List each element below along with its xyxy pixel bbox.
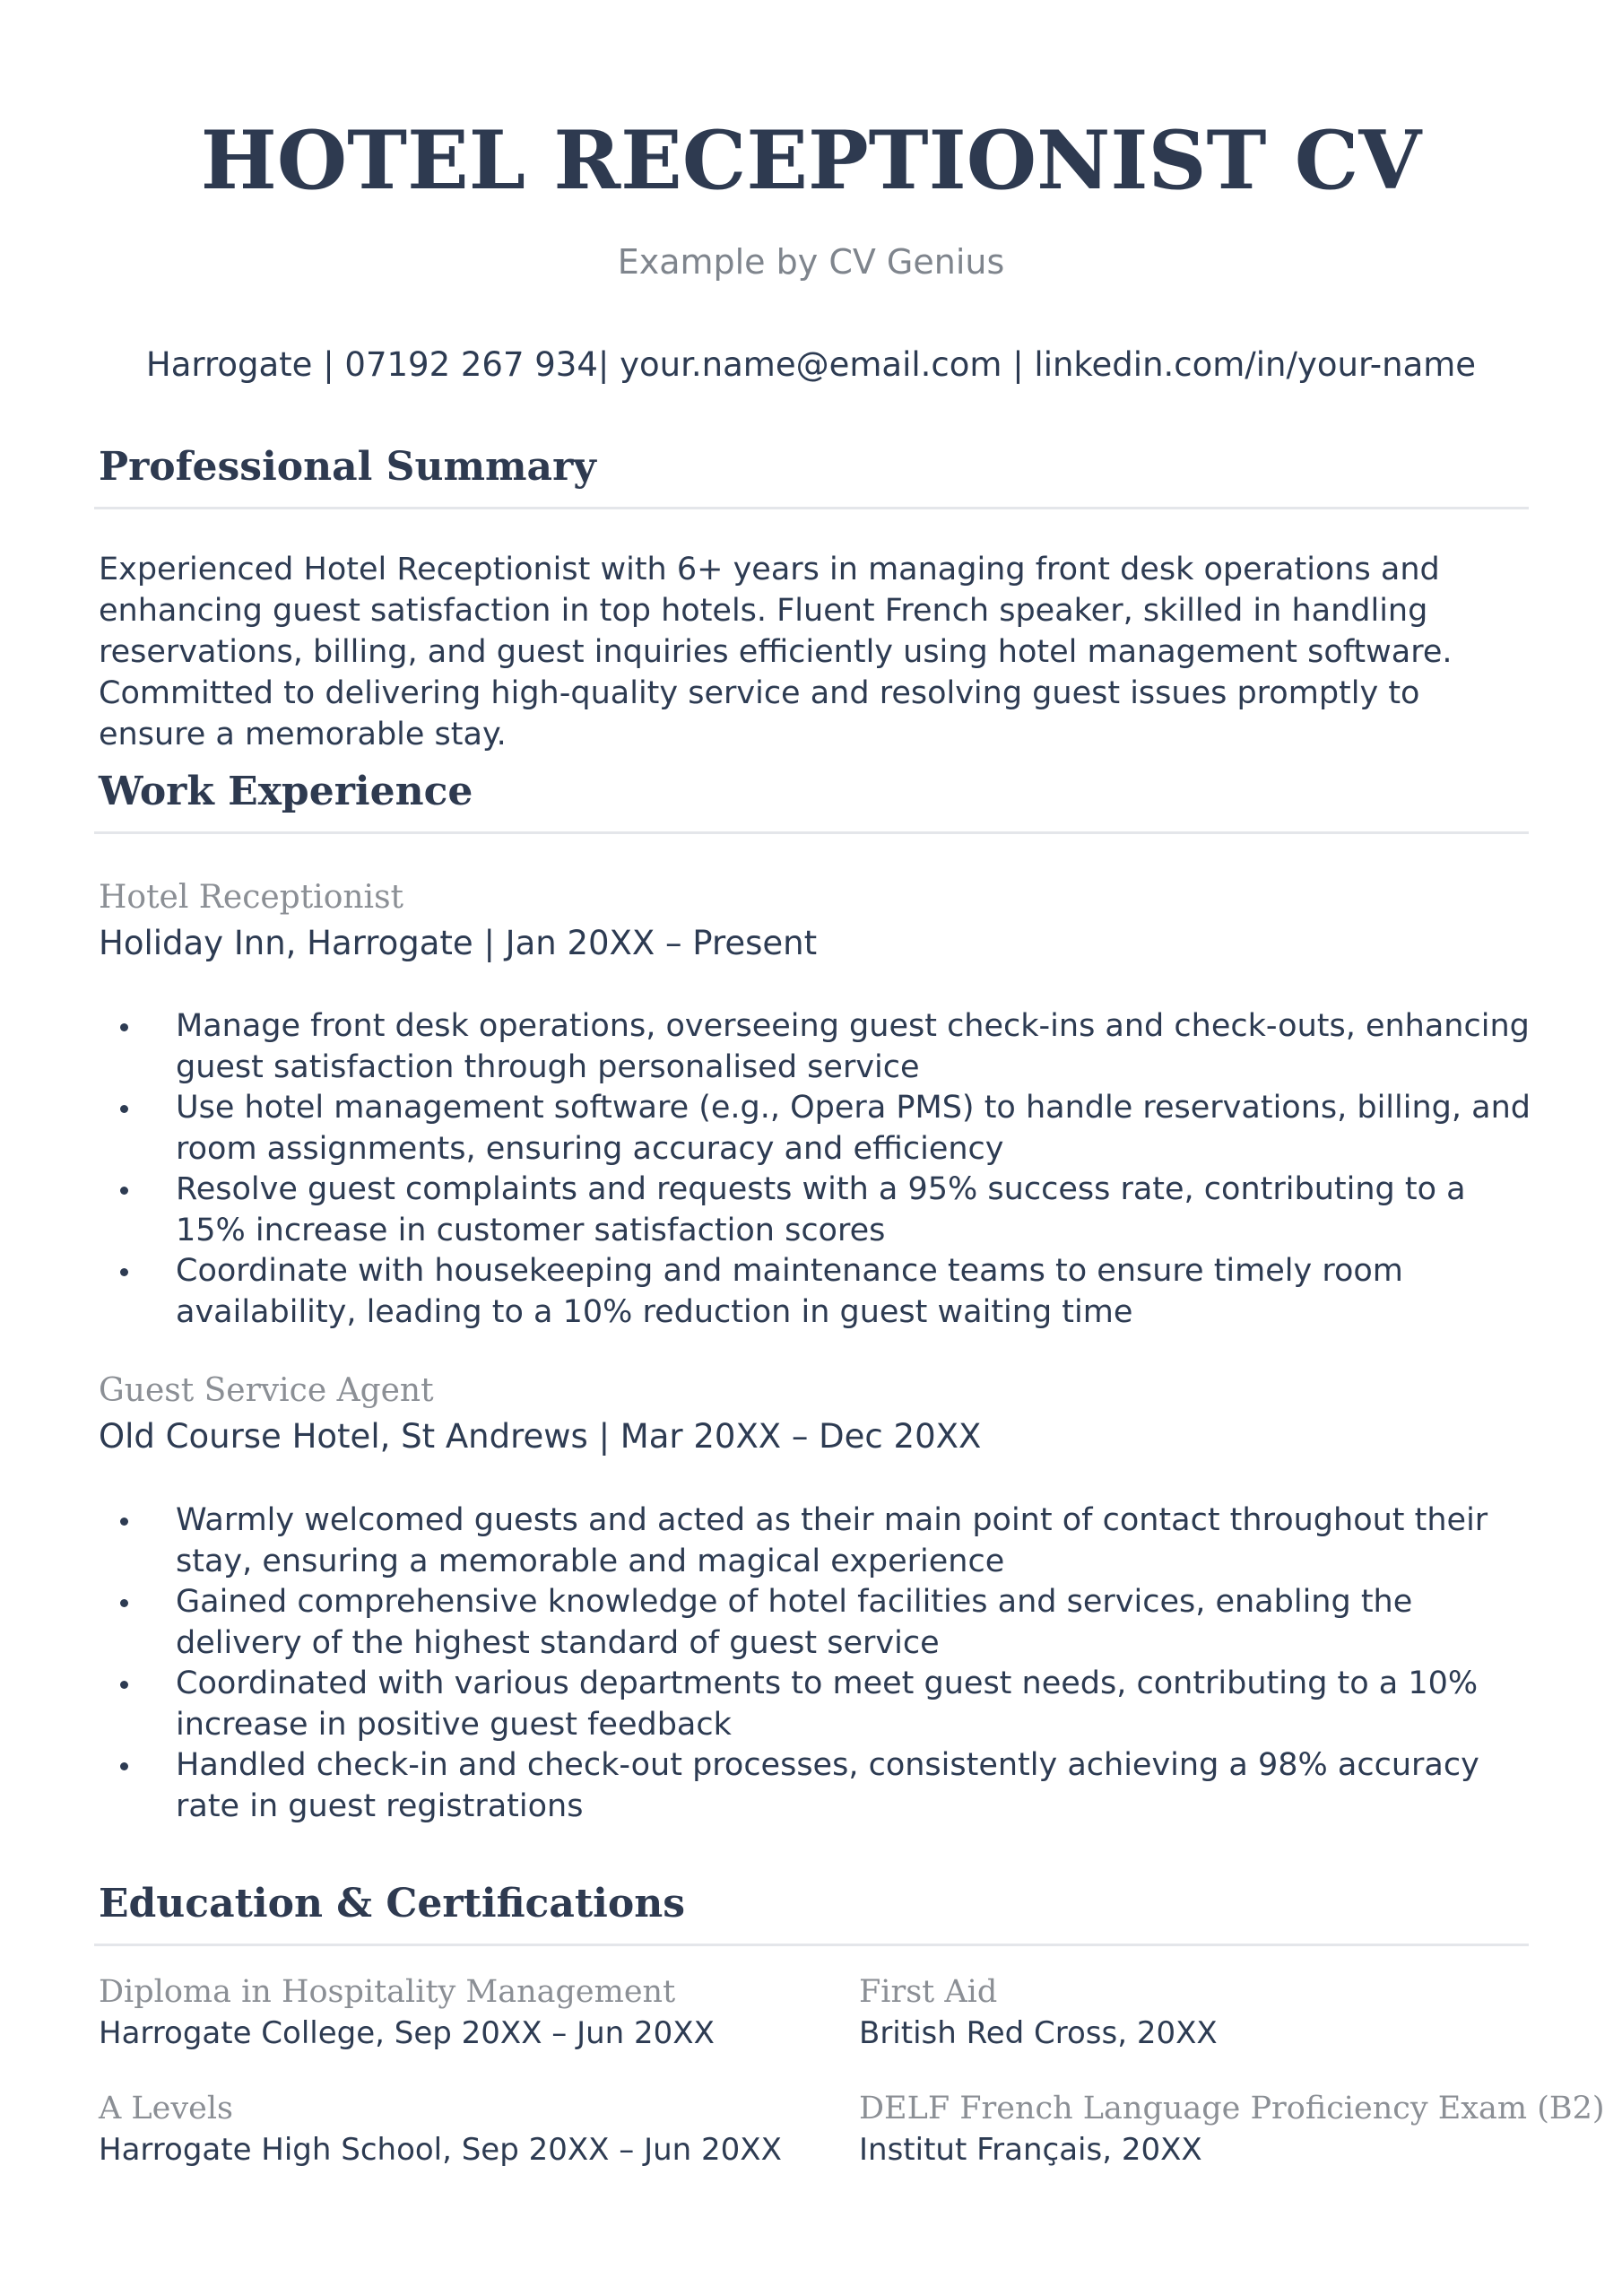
education-divider — [94, 1944, 1529, 1946]
job-company: Old Course Hotel, St Andrews | Mar 20XX – Dec 20XX — [99, 1417, 982, 1456]
summary-text: Experienced Hotel Receptionist with 6+ years in managing front desk operations and enhancing guest satisfaction in top hotels. Fluent French speaker, skilled in handling reservations, billing, and guest inquiries efficiently using hotel management software. Committed to delivering high-quality service and resolving guest issues promptly to ensure a memorable stay. — [99, 552, 1453, 752]
job-bullet — [99, 1582, 1533, 1664]
contact-line: Harrogate | 07192 267 934| your.name@email.com | linkedin.com/in/your-name — [145, 345, 1477, 384]
job-bullet — [99, 1745, 1533, 1827]
education-institution: Harrogate High School, Sep 20XX – Jun 20XX — [99, 2132, 782, 2168]
experience-heading: Work Experience — [99, 769, 473, 814]
bullet-text: Use hotel management software (e.g., Opera PMS) to handle reservations, billing, and room assignments, ensuring accuracy and efficiency — [176, 1090, 1531, 1167]
bullet-text: Coordinated with various departments to meet guest needs, contributing to a 10% increase in positive guest feedback — [176, 1665, 1479, 1743]
bullet-dot — [120, 1023, 128, 1031]
job-bullet — [99, 1006, 1533, 1088]
bullet-text: Gained comprehensive knowledge of hotel facilities and services, enabling the delivery of the highest standard of guest service — [176, 1584, 1413, 1661]
job-bullet — [99, 1251, 1533, 1333]
certification-name: DELF French Language Proficiency Exam (B2) — [859, 2091, 1605, 2126]
bullet-dot — [120, 1599, 128, 1607]
bullet-dot — [120, 1105, 128, 1113]
education-right-column — [859, 1971, 1605, 2205]
bullet-dot — [120, 1518, 128, 1526]
bullet-text: Manage front desk operations, overseeing guest check-ins and check-outs, enhancing guest satisfaction through personalised service — [176, 1008, 1530, 1085]
experience-divider — [94, 831, 1529, 834]
bullet-text: Warmly welcomed guests and acted as their main point of contact throughout their stay, ensuring a memorable and magical experience — [176, 1502, 1488, 1579]
bullet-dot — [120, 1681, 128, 1689]
job-bullets — [99, 1006, 1533, 1333]
job-bullet — [99, 1664, 1533, 1745]
job-bullet — [99, 1500, 1533, 1582]
summary-divider — [94, 507, 1529, 509]
job-title: Hotel Receptionist — [99, 879, 404, 916]
bullet-dot — [120, 1187, 128, 1195]
bullet-text: Handled check-in and check-out processes, consistently achieving a 98% accuracy rate in guest registrations — [176, 1747, 1479, 1824]
job-bullets — [99, 1500, 1533, 1827]
cv-title: HOTEL RECEPTIONIST CV — [200, 113, 1422, 208]
education-name: A Levels — [99, 2091, 233, 2126]
job-bullet — [99, 1170, 1533, 1251]
education-name: Diploma in Hospitality Management — [99, 1974, 676, 2010]
cv-subtitle: Example by CV Genius — [617, 242, 1005, 282]
job-title: Guest Service Agent — [99, 1372, 434, 1409]
certification-institution: Institut Français, 20XX — [859, 2132, 1202, 2168]
education-heading: Education & Certifications — [99, 1881, 686, 1926]
bullet-text: Resolve guest complaints and requests with a 95% success rate, contributing to a 15% increase in customer satisfaction scores — [176, 1171, 1466, 1248]
bullet-dot — [120, 1268, 128, 1276]
summary-heading: Professional Summary — [99, 444, 596, 490]
bullet-text: Coordinate with housekeeping and maintenance teams to ensure timely room availability, leading to a 10% reduction in guest waiting time — [176, 1253, 1403, 1330]
job-company: Holiday Inn, Harrogate | Jan 20XX – Present — [99, 924, 818, 962]
job-bullet — [99, 1088, 1533, 1170]
education-left-column — [99, 1971, 798, 2205]
education-institution: Harrogate College, Sep 20XX – Jun 20XX — [99, 2015, 715, 2051]
bullet-dot — [120, 1762, 128, 1770]
certification-institution: British Red Cross, 20XX — [859, 2015, 1218, 2051]
certification-name: First Aid — [859, 1974, 998, 2010]
